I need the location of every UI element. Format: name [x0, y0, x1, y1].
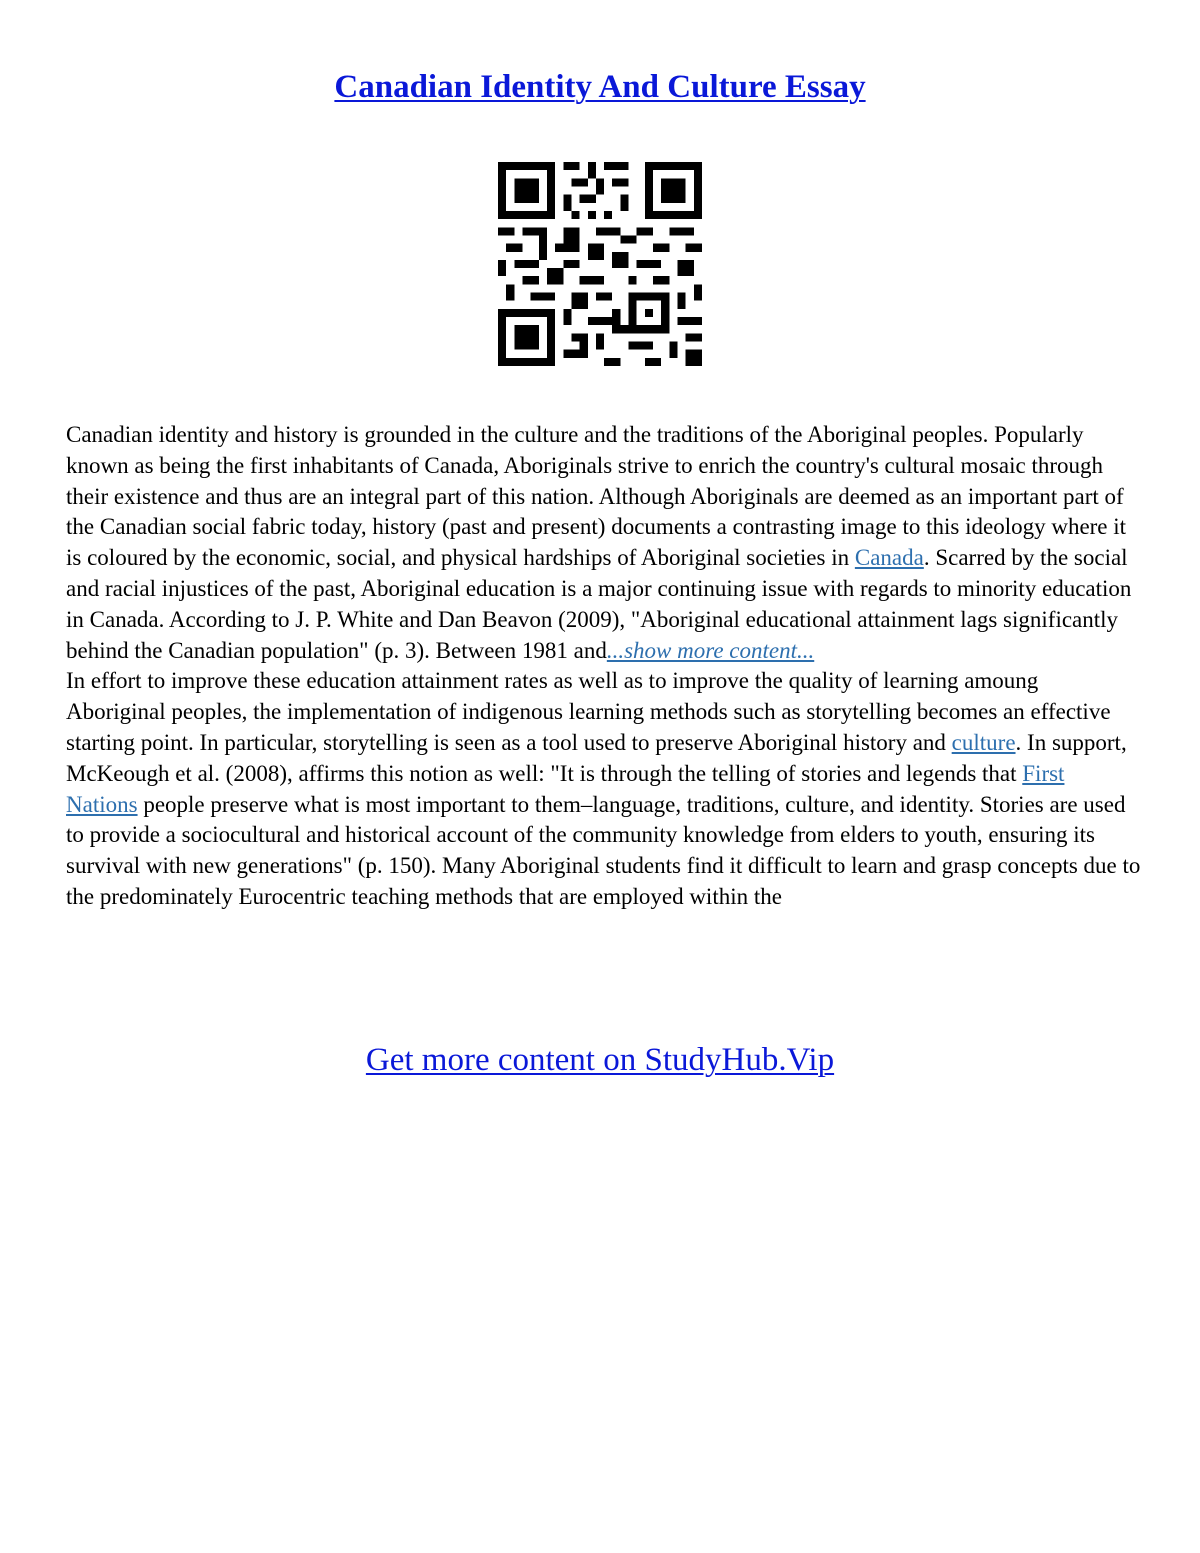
qr-code — [498, 162, 702, 366]
paragraph-2-text-a: In effort to improve these education attainment rates as well as to improve the quality of learning amoung Aboriginal peoples, the implementation of indigenous learning methods such as storytelling becomes an effective starting point. In particular, storytelling is seen as a tool used to preserve Aboriginal history and — [66, 668, 1111, 755]
qr-code-icon — [498, 162, 702, 366]
essay-paragraph-1 — [66, 420, 1141, 666]
essay-body — [66, 420, 1141, 913]
essay-paragraph-2 — [66, 666, 1141, 912]
title-link[interactable]: Canadian Identity And Culture Essay — [334, 69, 866, 105]
canada-link[interactable]: Canada — [854, 545, 924, 571]
paragraph-2-text-b: . In support, McKeough et al. (2008), affirms this notion as well: "It is through the telling of stories and legends that — [66, 729, 1127, 786]
culture-link[interactable]: culture — [951, 729, 1016, 755]
show-more-link[interactable]: ...show more content... — [606, 637, 815, 663]
get-more-content-link[interactable]: Get more content on StudyHub.Vip — [365, 1042, 835, 1078]
footer — [0, 1040, 1200, 1080]
paragraph-2-text-c: people preserve what is most important to them–language, traditions, culture, and identity. Stories are used to provide a sociocultural and historical account of the community knowledge from elders to youth, ensuring its survival with new generations" (p. 150). Many Aboriginal students find it difficult to learn and grasp concepts due to the predominately Eurocentric teaching methods that are employed within the — [66, 791, 1141, 909]
page-title — [0, 66, 1200, 108]
paragraph-1-text-b: . Scarred by the social and racial injustices of the past, Aboriginal education is a major continuing issue with regards to minority education in Canada. According to J. P. White and Dan Beavon (2009), "Aboriginal educational attainment lags significantly behind the Canadian population" (p. 3). Between 1981 and — [66, 545, 1132, 663]
first-nations-link[interactable]: First Nations — [66, 760, 1065, 817]
paragraph-1-text-a: Canadian identity and history is grounded in the culture and the traditions of the Aboriginal peoples. Popularly known as being the first inhabitants of Canada, Aboriginals strive to enrich the country's cultural mosaic through their existence and thus are an integral part of this nation. Although Aboriginals are deemed as an important part of the Canadian social fabric today, history (past and present) documents a contrasting image to this ideology where it is coloured by the economic, social, and physical hardships of Aboriginal societies in — [66, 422, 1127, 571]
